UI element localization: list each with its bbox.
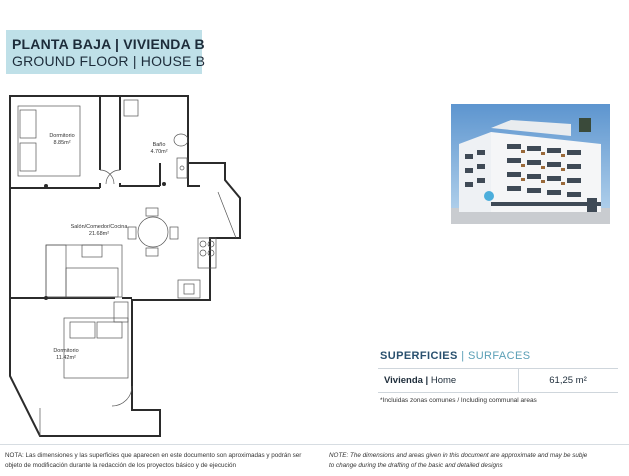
room-living-label (62, 224, 136, 238)
room-bedroom-1-area: 8.85m² (53, 140, 71, 146)
room-bedroom-2-name: Dormitorio (53, 348, 79, 354)
room-bedroom-2-label (44, 348, 88, 362)
room-living-name: Salón/Comedor/Cocina (70, 224, 128, 230)
building-render (451, 104, 610, 224)
room-bedroom-1-label (40, 133, 84, 147)
surfaces-title (380, 350, 530, 362)
room-living-area: 21.68m² (88, 231, 110, 237)
surfaces-note: *Incluidas zonas comunes / Including communal areas (380, 397, 537, 404)
surfaces-title-es: SUPERFICIES (380, 350, 458, 362)
room-bathroom-area: 4.70m² (150, 149, 168, 155)
surfaces-row-label-separator: | (425, 375, 429, 386)
footer-note-english-line1: NOTE: The dimensions and areas given in this document are approximate and may be subje (329, 452, 588, 459)
title-spanish: PLANTA BAJA | VIVIENDA B (12, 36, 205, 52)
surfaces-row-value: 61,25 m² (549, 375, 587, 386)
room-bedroom-1-name: Dormitorio (49, 133, 75, 139)
floor-plan (0, 88, 250, 440)
room-bedroom-2-area: 11.42m² (56, 355, 76, 361)
footer-divider (0, 444, 629, 445)
room-bathroom-label (142, 142, 176, 156)
surfaces-row-label-en: Home (430, 375, 457, 386)
surfaces-row-home (378, 368, 618, 393)
surfaces-title-separator: | (461, 350, 465, 362)
title-english: GROUND FLOOR | HOUSE B (12, 53, 206, 69)
footer-note-english (329, 451, 629, 470)
surfaces-row-label (384, 375, 456, 386)
surfaces-row-label-es: Vivienda (384, 375, 423, 386)
surfaces-title-en: SURFACES (467, 350, 531, 362)
room-bathroom-name: Baño (152, 142, 166, 148)
footer-note-spanish: NOTA: Las dimensiones y las superficies que aparecen en este documento son aproximadas y podrán ser objeto de modificación durante la redacción de los proyectos básico y de ejecución (5, 452, 302, 469)
footer-note-english-line2: to change during the drafting of the basic and detailed designs (329, 461, 503, 469)
